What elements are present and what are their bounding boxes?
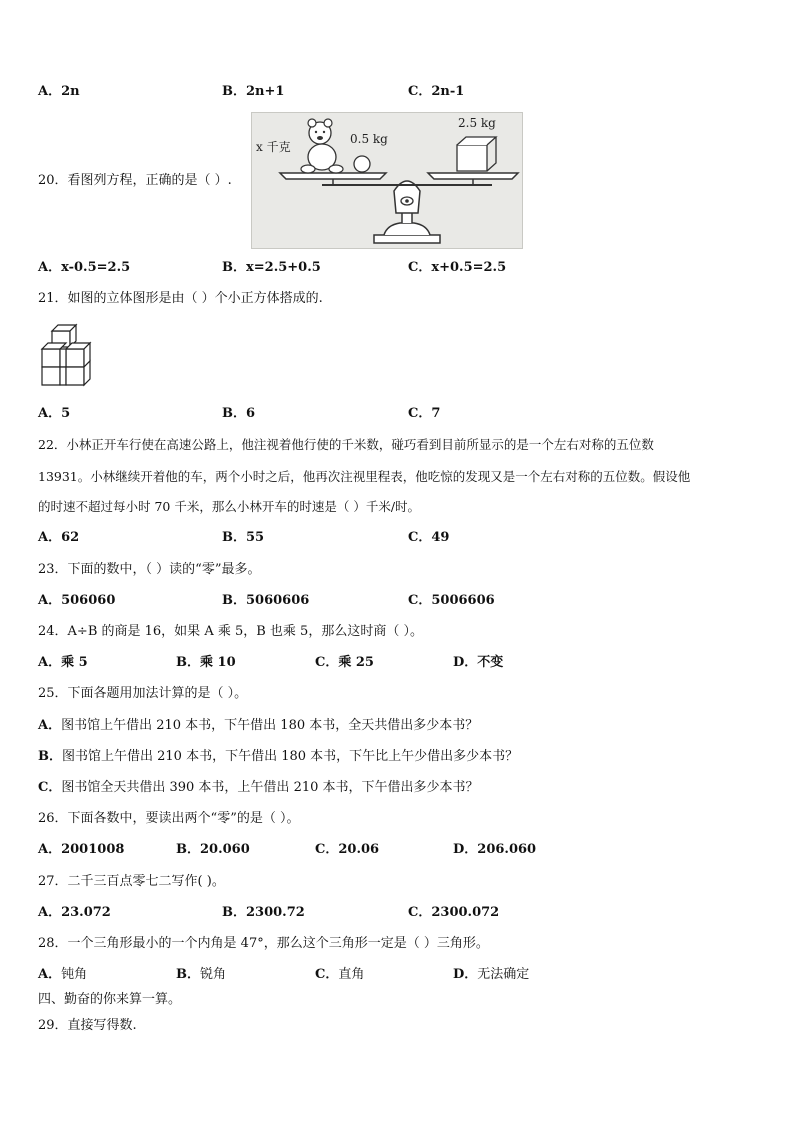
option-text: 图书馆上午借出 210 本书，下午借出 180 本书，全天共借出多少本书？ bbox=[61, 718, 479, 733]
option-letter: B． bbox=[38, 749, 62, 764]
q23-option-a[interactable] bbox=[38, 593, 115, 609]
q25-option-a[interactable] bbox=[38, 718, 478, 734]
option-text: 7 bbox=[431, 406, 441, 421]
q22-stem-line-2: 13931。小林继续开着他的车，两个小时之后，他再次注视里程表，他吃惊的发现又是一个左右对称的五位数。假设他 bbox=[38, 469, 691, 484]
option-text: 乘 10 bbox=[200, 655, 236, 670]
q20-option-c[interactable] bbox=[408, 260, 506, 276]
option-letter: C． bbox=[315, 842, 339, 857]
q28-stem: 28．一个三角形最小的一个内角是 47°，那么这个三角形一定是（ ）三角形。 bbox=[38, 936, 489, 951]
option-letter: C． bbox=[408, 593, 432, 608]
option-text: 2300.072 bbox=[431, 905, 500, 920]
option-letter: C． bbox=[408, 905, 432, 920]
option-text: 5 bbox=[61, 406, 71, 421]
q29-stem: 29．直接写得数. bbox=[38, 1018, 137, 1033]
q28-option-c[interactable] bbox=[315, 967, 364, 983]
option-text: 直角 bbox=[338, 967, 365, 982]
option-letter: B． bbox=[222, 406, 246, 421]
q28-option-d[interactable] bbox=[453, 967, 529, 983]
option-letter: B． bbox=[176, 655, 200, 670]
option-text: 2001008 bbox=[61, 842, 125, 857]
q25-option-c[interactable] bbox=[38, 780, 479, 796]
option-text: 62 bbox=[61, 530, 80, 545]
option-text: 55 bbox=[246, 530, 265, 545]
q27-stem: 27．二千三百点零七二写作( )。 bbox=[38, 874, 225, 889]
q28-option-b[interactable] bbox=[176, 967, 226, 983]
option-letter: B． bbox=[176, 967, 200, 982]
balance-scale-illustration bbox=[252, 113, 522, 248]
option-letter: C． bbox=[408, 84, 432, 99]
q25-stem: 25．下面各题用加法计算的是（ ）。 bbox=[38, 686, 248, 701]
q25-option-b[interactable] bbox=[38, 749, 518, 765]
q22-option-a[interactable] bbox=[38, 530, 79, 546]
q24-option-c[interactable] bbox=[315, 655, 374, 671]
option-text: 6 bbox=[246, 406, 256, 421]
q24-option-a[interactable] bbox=[38, 655, 88, 671]
q27-option-b[interactable] bbox=[222, 905, 305, 921]
option-letter: B． bbox=[222, 84, 246, 99]
option-letter: C． bbox=[315, 655, 339, 670]
q19-option-b[interactable] bbox=[222, 84, 284, 100]
option-letter: B． bbox=[222, 530, 246, 545]
q20-option-b[interactable] bbox=[222, 260, 321, 276]
option-text: 图书馆全天共借出 390 本书，上午借出 210 本书，下午借出多少本书？ bbox=[61, 780, 479, 795]
option-letter: A． bbox=[38, 406, 62, 421]
q24-stem: 24．A÷B 的商是 16，如果 A 乘 5，B 也乘 5，那么这时商（ ）。 bbox=[38, 624, 423, 639]
option-text: 20.06 bbox=[338, 842, 380, 857]
option-text: 5006606 bbox=[431, 593, 495, 608]
q24-option-b[interactable] bbox=[176, 655, 236, 671]
q27-option-a[interactable] bbox=[38, 905, 111, 921]
q27-option-c[interactable] bbox=[408, 905, 499, 921]
section-heading: 四、勤奋的你来算一算。 bbox=[38, 992, 182, 1007]
option-text: 乘 5 bbox=[61, 655, 88, 670]
option-letter: D． bbox=[453, 967, 478, 982]
q19-option-a[interactable] bbox=[38, 84, 80, 100]
option-letter: D． bbox=[453, 842, 478, 857]
option-letter: B． bbox=[222, 593, 246, 608]
cube-stack-illustration bbox=[40, 323, 94, 389]
option-text: 不变 bbox=[477, 655, 504, 670]
q26-option-c[interactable] bbox=[315, 842, 379, 858]
option-letter: A． bbox=[38, 718, 62, 733]
q23-option-b[interactable] bbox=[222, 593, 309, 609]
q24-option-d[interactable] bbox=[453, 655, 503, 671]
option-letter: A． bbox=[38, 593, 62, 608]
option-letter: C． bbox=[408, 530, 432, 545]
option-letter: B． bbox=[222, 905, 246, 920]
q20-stem: 20．看图列方程，正确的是（ ）. bbox=[38, 173, 232, 188]
q22-option-b[interactable] bbox=[222, 530, 264, 546]
q22-stem-line-1: 22．小林正开车行使在高速公路上，他注视着他行使的千米数，碰巧看到目前所显示的是一个左右对称的五位数 bbox=[38, 437, 654, 452]
q23-option-c[interactable] bbox=[408, 593, 495, 609]
q19-option-c[interactable] bbox=[408, 84, 464, 100]
option-text: 锐角 bbox=[200, 967, 227, 982]
option-letter: B． bbox=[176, 842, 200, 857]
option-letter: A． bbox=[38, 84, 62, 99]
q26-option-b[interactable] bbox=[176, 842, 250, 858]
option-text: 5060606 bbox=[246, 593, 310, 608]
option-letter: A． bbox=[38, 842, 62, 857]
option-text: 20.060 bbox=[200, 842, 250, 857]
option-letter: C． bbox=[408, 406, 432, 421]
option-letter: A． bbox=[38, 967, 62, 982]
option-letter: B． bbox=[222, 260, 246, 275]
option-text: 2300.72 bbox=[246, 905, 305, 920]
q21-option-a[interactable] bbox=[38, 406, 70, 422]
q22-option-c[interactable] bbox=[408, 530, 449, 546]
q21-cube-figure bbox=[40, 323, 94, 389]
option-text: 钝角 bbox=[61, 967, 88, 982]
option-text: 506060 bbox=[61, 593, 116, 608]
option-letter: C． bbox=[315, 967, 339, 982]
option-text: 乘 25 bbox=[338, 655, 374, 670]
option-text: x-0.5=2.5 bbox=[61, 260, 131, 275]
q21-stem: 21．如图的立体图形是由（ ）个小正方体搭成的. bbox=[38, 291, 323, 306]
box-weight-label: 2.5 kg bbox=[458, 116, 496, 130]
option-letter: C． bbox=[38, 780, 62, 795]
q21-option-b[interactable] bbox=[222, 406, 255, 422]
q26-option-d[interactable] bbox=[453, 842, 536, 858]
option-text: 206.060 bbox=[477, 842, 537, 857]
option-letter: D． bbox=[453, 655, 478, 670]
option-text: 2n+1 bbox=[246, 84, 285, 99]
option-text: 图书馆上午借出 210 本书，下午借出 180 本书，下午比上午少借出多少本书？ bbox=[62, 749, 519, 764]
q26-option-a[interactable] bbox=[38, 842, 124, 858]
q23-stem: 23．下面的数中，（ ）读的“零”最多。 bbox=[38, 562, 261, 577]
option-text: x+0.5=2.5 bbox=[431, 260, 507, 275]
option-text: x=2.5+0.5 bbox=[246, 260, 321, 275]
option-text: 2n-1 bbox=[431, 84, 465, 99]
option-letter: A． bbox=[38, 655, 62, 670]
ball-weight-label: 0.5 kg bbox=[350, 132, 388, 146]
q28-option-a[interactable] bbox=[38, 967, 87, 983]
q20-balance-scale-image bbox=[251, 112, 523, 249]
q22-stem-line-3: 的时速不超过每小时 70 千米，那么小林开车的时速是（ ）千米/时。 bbox=[38, 499, 421, 514]
option-text: 2n bbox=[61, 84, 80, 99]
q26-stem: 26．下面各数中，要读出两个“零”的是（ ）。 bbox=[38, 811, 300, 826]
option-text: 无法确定 bbox=[477, 967, 530, 982]
x-weight-label: x 千克 bbox=[256, 140, 291, 154]
q20-option-a[interactable] bbox=[38, 260, 130, 276]
option-letter: A． bbox=[38, 530, 62, 545]
option-letter: C． bbox=[408, 260, 432, 275]
option-text: 23.072 bbox=[61, 905, 111, 920]
option-text: 49 bbox=[431, 530, 450, 545]
option-letter: A． bbox=[38, 905, 62, 920]
q21-option-c[interactable] bbox=[408, 406, 440, 422]
option-letter: A． bbox=[38, 260, 62, 275]
